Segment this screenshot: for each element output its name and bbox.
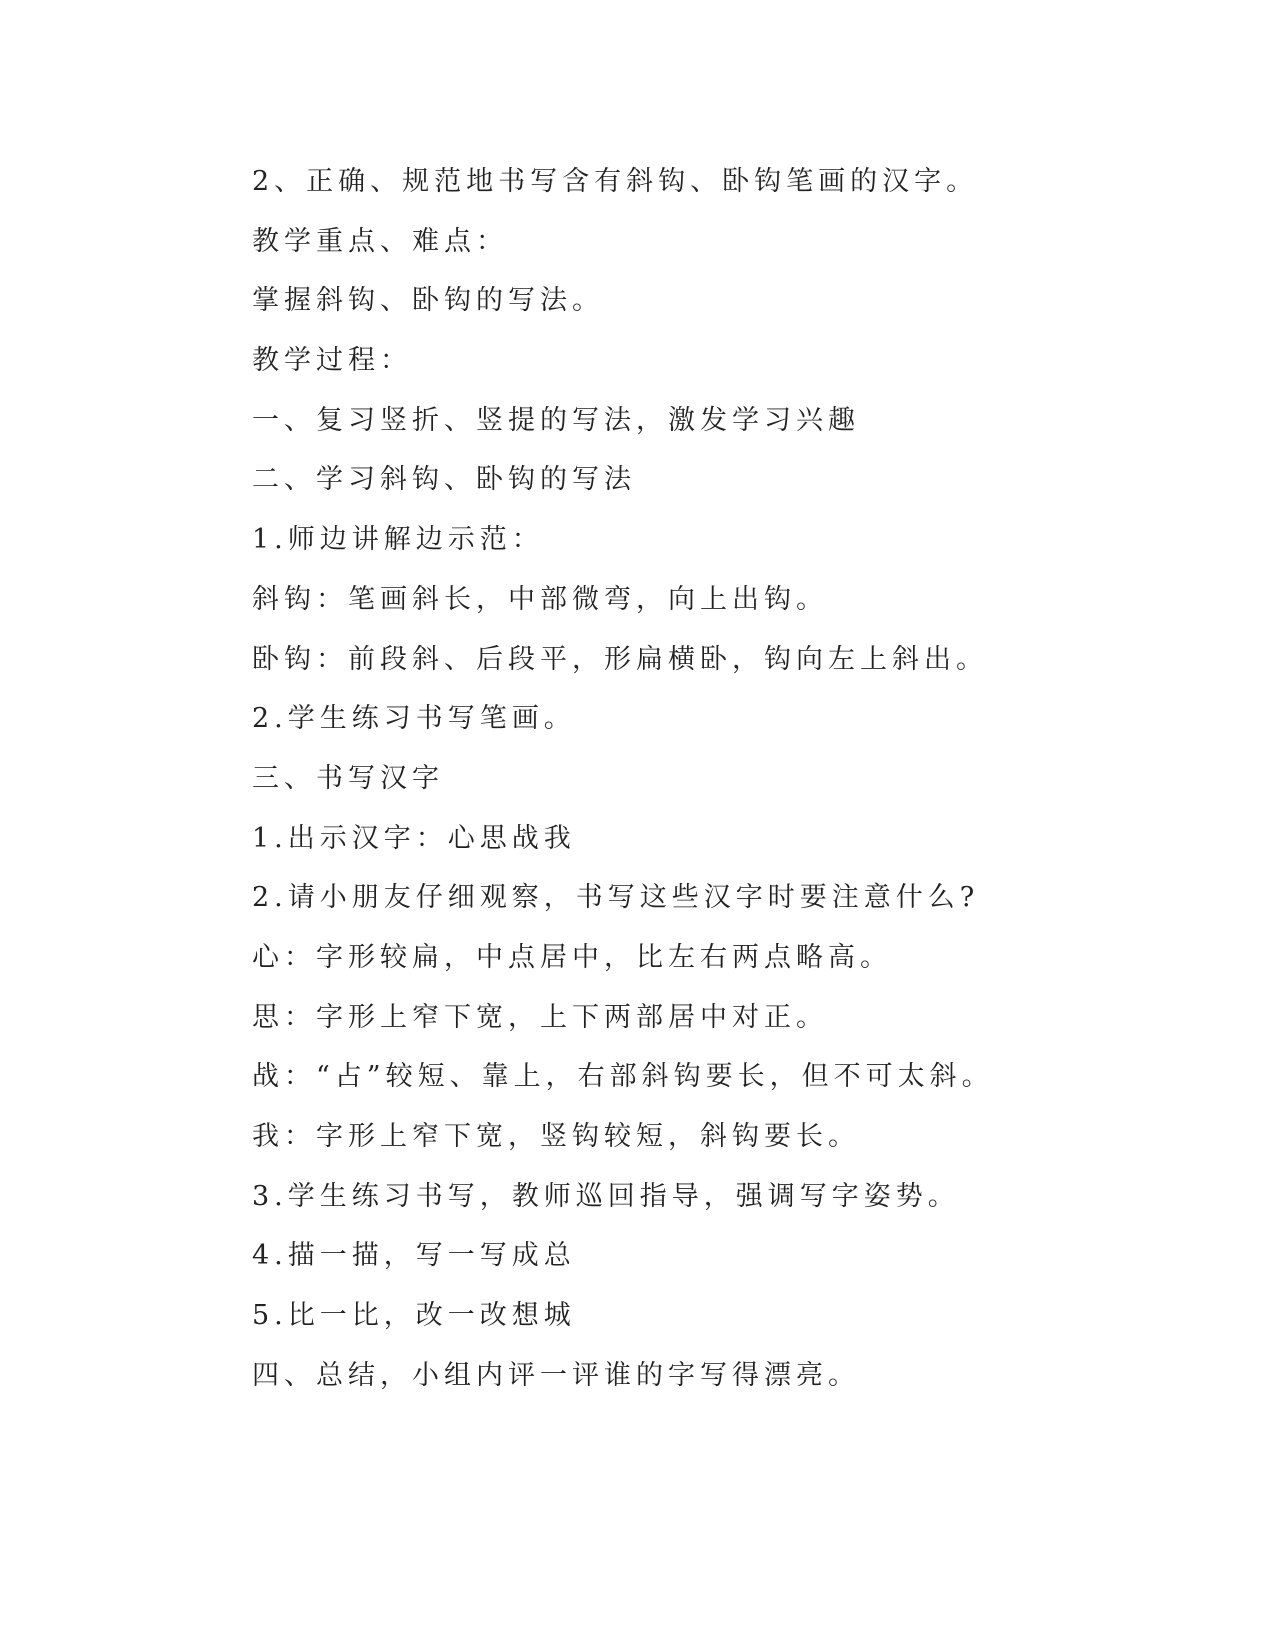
slant-hook-description: 斜钩：笔画斜长，中部微弯，向上出钩。 xyxy=(252,583,828,615)
step-three-item-1: 1.出示汉字：心思战我 xyxy=(252,822,576,854)
lying-hook-description: 卧钩：前段斜、后段平，形扁横卧，钩向左上斜出。 xyxy=(252,643,988,675)
step-three-heading: 三、书写汉字 xyxy=(252,762,444,794)
step-one-heading: 一、复习竖折、竖提的写法，激发学习兴趣 xyxy=(252,404,860,436)
step-three-item-4: 4.描一描，写一写成总 xyxy=(252,1240,576,1272)
step-four-heading: 四、总结，小组内评一评谁的字写得漂亮。 xyxy=(252,1359,860,1391)
key-points-text: 掌握斜钩、卧钩的写法。 xyxy=(252,285,604,317)
step-three-item-2: 2.请小朋友仔细观察，书写这些汉字时要注意什么? xyxy=(252,882,980,914)
step-three-item-5: 5.比一比，改一改想城 xyxy=(252,1300,576,1332)
section-heading-key-points: 教学重点、难点： xyxy=(252,225,508,257)
step-two-item-2: 2.学生练习书写笔画。 xyxy=(252,703,576,735)
document-body xyxy=(252,163,1032,1416)
character-note-xin: 心：字形较扁，中点居中，比左右两点略高。 xyxy=(252,941,892,973)
section-heading-process: 教学过程： xyxy=(252,345,412,377)
objective-line: 2、正确、规范地书写含有斜钩、卧钩笔画的汉字。 xyxy=(252,166,979,197)
character-note-wo: 我：字形上窄下宽，竖钩较短，斜钩要长。 xyxy=(252,1121,860,1152)
step-two-heading: 二、学习斜钩、卧钩的写法 xyxy=(252,464,636,496)
step-three-item-3: 3.学生练习书写，教师巡回指导，强调写字姿势。 xyxy=(252,1180,960,1212)
step-two-item-1: 1.师边讲解边示范： xyxy=(252,524,544,556)
character-note-si: 思：字形上窄下宽，上下两部居中对正。 xyxy=(252,1001,828,1033)
character-note-zhan: 战：“占”较短、靠上，右部斜钩要长，但不可太斜。 xyxy=(252,1061,994,1093)
